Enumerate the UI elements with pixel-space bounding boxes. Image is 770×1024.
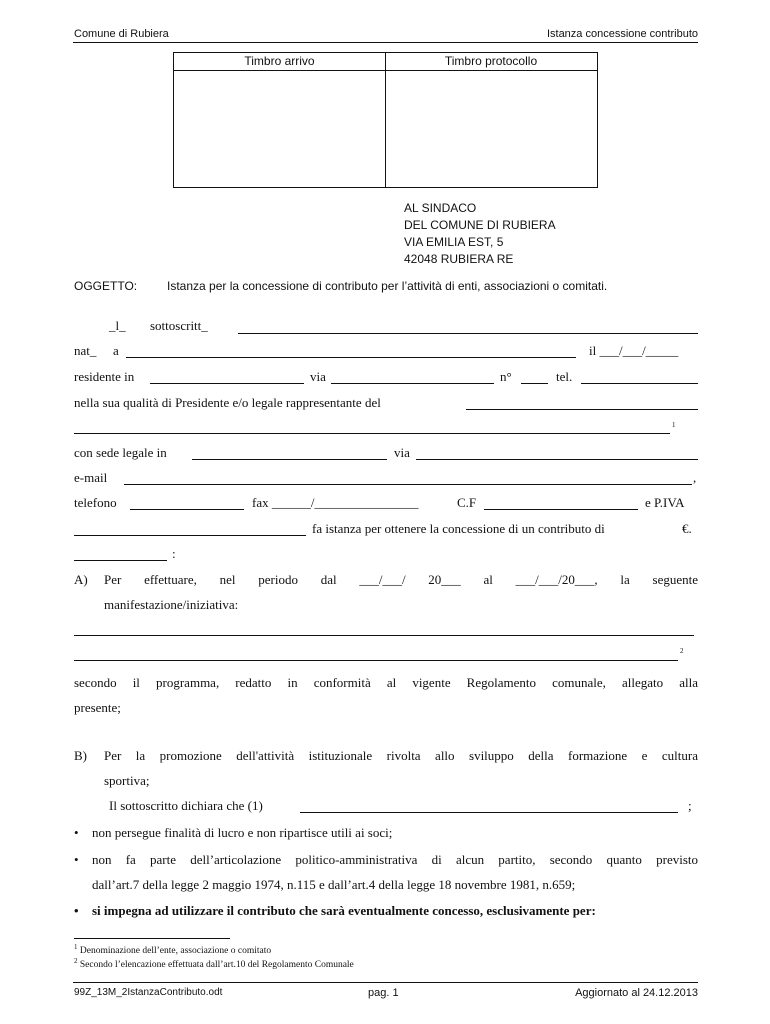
footnote-2-number: 2	[74, 957, 78, 965]
seat-street-field[interactable]	[416, 459, 698, 460]
amount-colon: :	[172, 546, 176, 561]
bullet-icon: •	[74, 852, 79, 867]
form-email-label: e-mail	[74, 470, 108, 485]
bullet-icon: •	[74, 825, 79, 840]
declaration-item-no-party: non fa parte dell’articolazione politico-amministrativa di alcun partito, secondo quanto previsto	[92, 852, 698, 867]
vat-field[interactable]	[74, 535, 306, 536]
form-fax-label[interactable]: fax ______/________________	[252, 495, 419, 510]
section-b-text: Per la promozione dell'attività istituzionale rivolta allo sviluppo della formazione e cultura	[104, 748, 698, 763]
recipient-address	[404, 200, 556, 268]
section-a-text: Per effettuare, nel periodo dal ___/___/ 20___ al ___/___/20___, la seguente	[104, 572, 698, 587]
recipient-line: DEL COMUNE DI RUBIERA	[404, 218, 556, 232]
footnote-1-number: 1	[74, 943, 78, 951]
residence-number-field[interactable]	[521, 383, 548, 384]
footnote-ref-1: 1	[672, 421, 676, 429]
footnote-1	[74, 943, 271, 956]
stamp-protocollo-box	[385, 53, 597, 187]
form-seat-street-label: via	[394, 445, 410, 460]
form-birthdate-label[interactable]: il ___/___/_____	[589, 343, 679, 358]
declaration-item-no-profit: non persegue finalità di lucro e non ripartisce utili ai soci;	[92, 825, 393, 840]
initiative-field-continued[interactable]	[74, 660, 678, 661]
section-a-text-continued: manifestazione/iniziativa:	[104, 597, 239, 612]
amount-field[interactable]	[74, 560, 167, 561]
birthplace-field[interactable]	[126, 357, 576, 358]
header-document-title: Istanza concessione contributo	[546, 28, 698, 40]
form-residence-label: residente in	[74, 369, 135, 384]
declaration-item-no-party-continued: dall’art.7 della legge 2 maggio 1974, n.115 e dall’art.4 della legge 18 novembre 1981, n.659;	[92, 877, 576, 892]
bullet-icon: •	[74, 903, 79, 918]
header-municipality: Comune di Rubiera	[74, 28, 169, 40]
phone-field[interactable]	[581, 383, 698, 384]
stamp-protocollo-header: Timbro protocollo	[385, 53, 597, 71]
subject-text: Istanza per la concessione di contributo per l’attività di enti, associazioni o comitati.	[167, 279, 608, 293]
recipient-line: VIA EMILIA EST, 5	[404, 235, 504, 249]
recipient-line: AL SINDACO	[404, 201, 477, 215]
organization-field-continued[interactable]	[74, 433, 670, 434]
form-request-text: fa istanza per ottenere la concessione di un contributo di	[312, 521, 605, 536]
stamp-arrivo-box	[174, 53, 386, 187]
footnote-2-text: Secondo l’elencazione effettuata dall’art.10 del Regolamento Comunale	[79, 960, 354, 971]
form-born-label: nat_	[74, 343, 97, 358]
form-euro-symbol: €.	[682, 521, 692, 536]
program-text: secondo il programma, redatto in conformità al vigente Regolamento comunale, allegato alla	[74, 675, 698, 690]
footnote-2	[74, 957, 354, 970]
form-tax-code-label: C.F	[457, 495, 477, 510]
program-text-continued: presente;	[74, 700, 121, 715]
form-number-label: n°	[500, 369, 512, 384]
form-undersigned-label: sottoscritt_	[150, 318, 208, 333]
stamp-table	[173, 52, 598, 188]
footer-divider	[73, 982, 698, 983]
declaration-field[interactable]	[300, 812, 678, 813]
section-a-label: A)	[74, 572, 88, 587]
form-seat-label: con sede legale in	[74, 445, 167, 460]
form-telephone-label: telefono	[74, 495, 117, 510]
form-residence-street-label: via	[310, 369, 326, 384]
declaration-semicolon: ;	[688, 798, 692, 813]
footnote-ref-2: 2	[680, 647, 684, 655]
section-b-text-continued: sportiva;	[104, 773, 150, 788]
footnote-divider	[74, 938, 230, 939]
undersigned-name-field[interactable]	[238, 333, 698, 334]
residence-street-field[interactable]	[331, 383, 494, 384]
footer-page-number: pag. 1	[368, 987, 399, 999]
form-born-at-label: a	[113, 343, 119, 358]
declaration-label: Il sottoscritto dichiara che (1)	[109, 798, 263, 813]
section-b-label: B)	[74, 748, 87, 763]
declaration-item-commitment: si impegna ad utilizzare il contributo che sarà eventualmente concesso, esclusivamente per:	[92, 903, 596, 918]
residence-city-field[interactable]	[150, 383, 304, 384]
initiative-field[interactable]	[74, 635, 694, 636]
stamp-arrivo-header: Timbro arrivo	[174, 53, 385, 71]
form-role-label: nella sua qualità di Presidente e/o legale rappresentante del	[74, 395, 381, 410]
tax-code-field[interactable]	[484, 509, 638, 510]
form-undersigned-prefix: _l_	[109, 318, 126, 333]
email-comma: ,	[693, 470, 697, 485]
footer-updated-date: Aggiornato al 24.12.2013	[575, 987, 698, 999]
subject-label: OGGETTO:	[74, 279, 138, 293]
footer-filename: 99Z_13M_2IstanzaContributo.odt	[74, 987, 223, 998]
footnote-1-text: Denominazione dell’ente, associazione o comitato	[79, 946, 272, 957]
form-vat-label: e P.IVA	[645, 495, 685, 510]
email-field[interactable]	[124, 484, 692, 485]
recipient-line: 42048 RUBIERA RE	[404, 252, 514, 266]
header-divider	[73, 42, 698, 43]
seat-city-field[interactable]	[192, 459, 387, 460]
form-phone-label: tel.	[556, 369, 573, 384]
organization-field[interactable]	[466, 409, 698, 410]
telephone-field[interactable]	[130, 509, 244, 510]
